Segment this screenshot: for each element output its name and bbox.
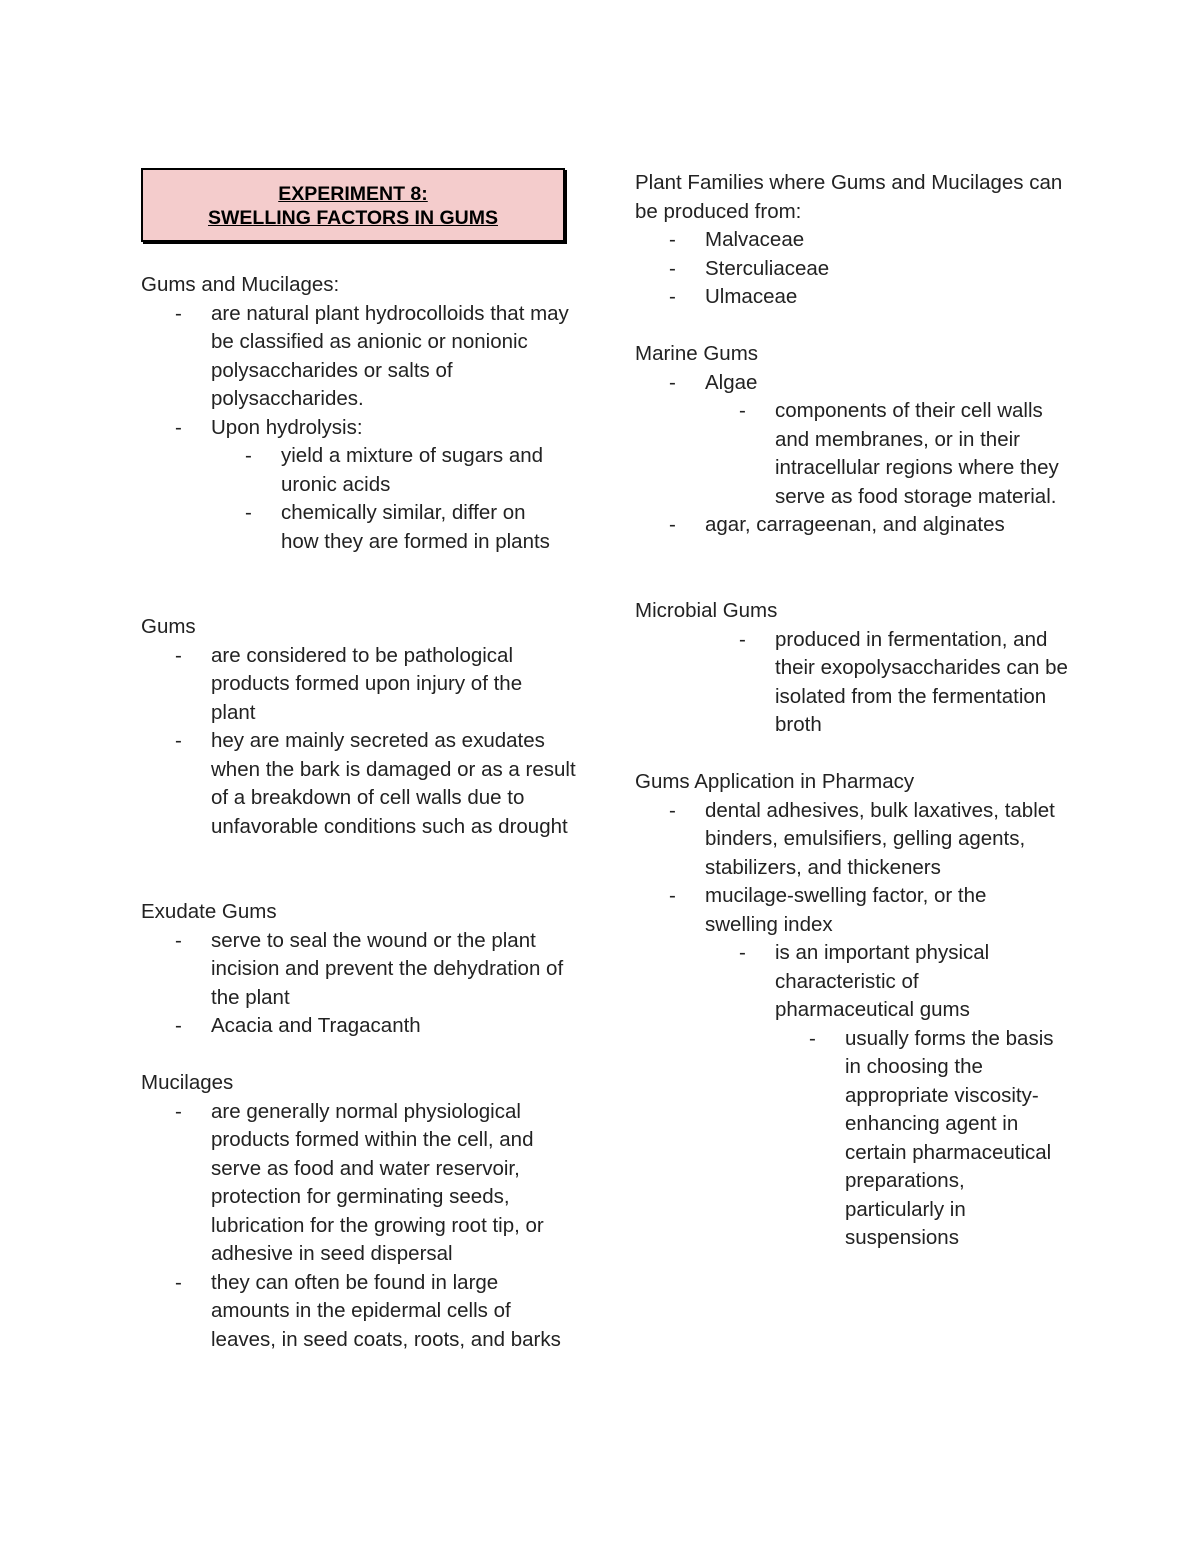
list-item: - mucilage-swelling factor, or the swelling index - is an important physical characteristic of pharmaceutical gums - usually forms the basis in choosing the appropriate viscosity-enhancing agent in certain pharmaceutical preparations, particularly in suspensions: [635, 882, 1075, 1253]
sub-bullet-list: [635, 397, 1075, 511]
bullet-list: [141, 642, 581, 842]
list-item: - Malvaceae: [635, 226, 1075, 255]
list-item: - are natural plant hydrocolloids that may be classified as anionic or nonionic polysaccharides or salts of polysaccharides.: [141, 300, 581, 414]
section-heading: Marine Gums: [635, 342, 759, 365]
bullet-list: [635, 626, 1075, 740]
sub-bullet-list: [141, 442, 581, 556]
list-item: - components of their cell walls and membranes, or in their intracellular regions where they serve as food storage material.: [635, 397, 1075, 511]
section-microbial-gums: [635, 597, 1075, 740]
sub-bullet-list: [635, 939, 1055, 1253]
list-item: - hey are mainly secreted as exudates when the bark is damaged or as a result of a breakdown of cell walls due to unfavorable conditions such as drought: [141, 727, 581, 841]
section-mucilages: [141, 1069, 581, 1354]
section-pharmacy-applications: [635, 768, 1075, 1253]
list-item: - Sterculiaceae: [635, 255, 1075, 284]
experiment-title: SWELLING FACTORS IN GUMS: [208, 207, 498, 229]
section-gums-mucilages: [141, 271, 581, 556]
list-item: - agar, carrageenan, and alginates: [635, 511, 1075, 540]
bullet-list: [635, 226, 1075, 312]
section-gums: [141, 613, 581, 841]
sub-sub-bullet-list: [635, 1025, 1055, 1253]
bullet-list: [141, 300, 581, 557]
list-item: - are considered to be pathological products formed upon injury of the plant: [141, 642, 581, 728]
list-item: - chemically similar, differ on how they are formed in plants: [141, 499, 581, 556]
list-item: - usually forms the basis in choosing the appropriate viscosity-enhancing agent in certain pharmaceutical preparations, particularly in suspensions: [635, 1025, 1055, 1253]
section-heading: Exudate Gums: [141, 900, 277, 923]
section-heading: Gums Application in Pharmacy: [635, 770, 915, 793]
list-item: - Ulmaceae: [635, 283, 1075, 312]
bullet-list: [141, 927, 581, 1041]
list-item: - produced in fermentation, and their exopolysaccharides can be isolated from the fermentation broth: [635, 626, 1075, 740]
experiment-number: EXPERIMENT 8:: [278, 183, 428, 205]
section-plant-families: [635, 169, 1075, 312]
list-item: - dental adhesives, bulk laxatives, tablet binders, emulsifiers, gelling agents, stabilizers, and thickeners: [635, 797, 1075, 883]
list-item: - serve to seal the wound or the plant incision and prevent the dehydration of the plant: [141, 927, 581, 1013]
list-item: - Acacia and Tragacanth: [141, 1012, 581, 1041]
section-heading: Microbial Gums: [635, 599, 778, 622]
section-marine-gums: [635, 340, 1075, 540]
bullet-list: [635, 369, 1075, 540]
list-item: - Algae - components of their cell walls and membranes, or in their intracellular regions where they serve as food storage material.: [635, 369, 1075, 512]
section-heading: Plant Families where Gums and Mucilages can be produced from:: [635, 171, 1063, 223]
bullet-list: [635, 797, 1075, 1253]
list-item: - Upon hydrolysis: - yield a mixture of sugars and uronic acids - chemically similar, differ on how they are formed in plants: [141, 414, 581, 557]
section-heading: Gums and Mucilages:: [141, 273, 340, 296]
section-heading: Mucilages: [141, 1071, 234, 1094]
list-item: - they can often be found in large amounts in the epidermal cells of leaves, in seed coats, roots, and barks: [141, 1269, 581, 1355]
list-item: - are generally normal physiological products formed within the cell, and serve as food and water reservoir, protection for germinating seeds, lubrication for the growing root tip, or adhesive in seed dispersal: [141, 1098, 581, 1269]
list-item: - yield a mixture of sugars and uronic acids: [141, 442, 581, 499]
bullet-list: [141, 1098, 581, 1355]
list-item: - is an important physical characteristic of pharmaceutical gums - usually forms the basis in choosing the appropriate viscosity-enhancing agent in certain pharmaceutical preparations, particularly in suspensions: [635, 939, 1055, 1253]
experiment-title-box: [141, 168, 565, 242]
section-exudate-gums: [141, 898, 581, 1041]
section-heading: Gums: [141, 615, 196, 638]
